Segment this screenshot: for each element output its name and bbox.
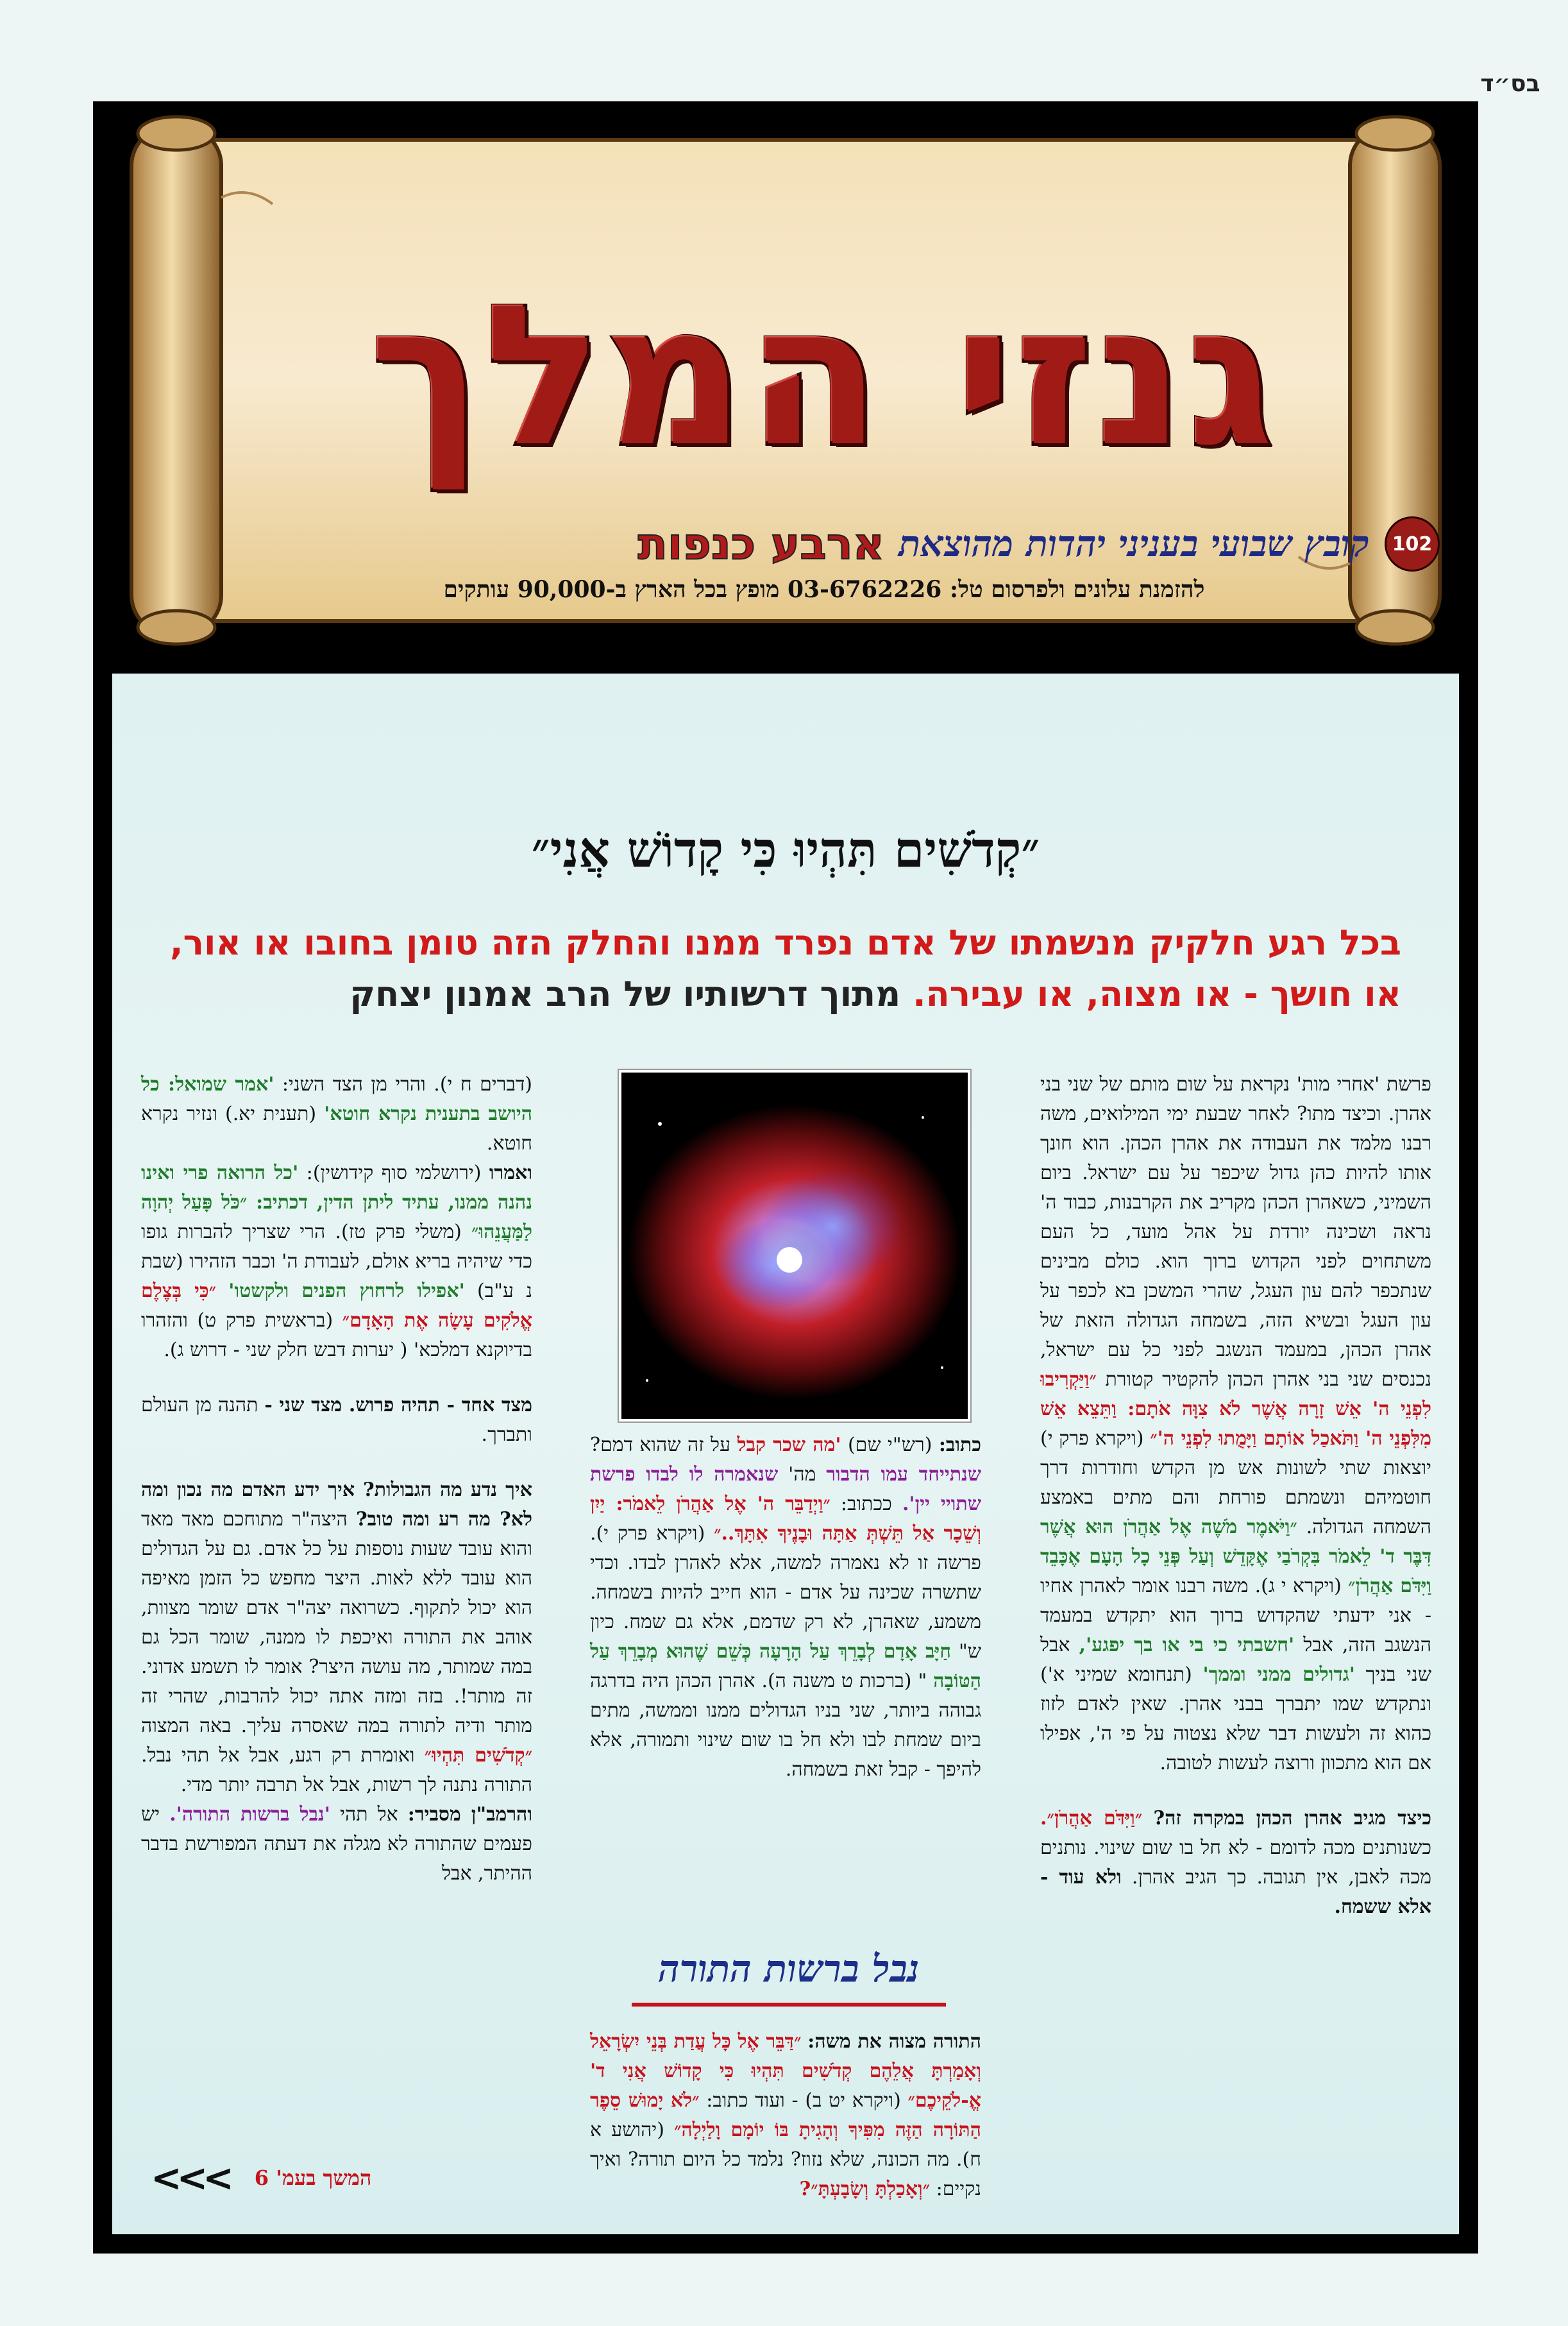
text: (יהושע א ח). מה הכונה, שלא נזוז? נלמד כל היום תורה? ואיך נקיים: bbox=[590, 2119, 981, 2200]
paragraph bbox=[1040, 1070, 1431, 1778]
paragraph bbox=[1040, 1804, 1431, 1922]
quote: 'אפילו לרחוץ הפנים ולקשטו' bbox=[228, 1280, 465, 1302]
quote: שנתייחד עמו הדבור bbox=[826, 1463, 981, 1486]
column-middle bbox=[590, 1430, 981, 1810]
quote: 'אמר שמואל: כל היושב בתענית נקרא חוטא' bbox=[141, 1073, 532, 1125]
text: (ירושלמי סוף קידושין): bbox=[306, 1162, 482, 1184]
quote: ״וְאָכַלְתָּ וְשָׂבָעְתָּ״? bbox=[799, 2178, 931, 2200]
nebula-image bbox=[619, 1070, 970, 1422]
nebula-icon bbox=[621, 1073, 968, 1419]
quote: 'גדולים ממני וממך' bbox=[1202, 1663, 1355, 1686]
contact-line: להזמנת עלונים ולפרסום טל: 03-6762226 מופץ בכל הארץ ב-90,000 עותקים bbox=[443, 576, 1205, 603]
text: כתוב: bbox=[938, 1434, 981, 1456]
text: פרשת 'אחרי מות' נקראת על שום מותם של שני בני אהרן. וכיצד מתו? לאחר שבעת ימי המילואים, משה רבנו מלמד את העבודה את אהרן הכהן. הוא חונך אותו להיות כהן גדול שיכפר על עם ישראל. ביום השמיני, כשאהרן הכהן מקריב את הקרבנות, כבוד ה' נראה ושכינה יורדת על אהל מועד, כל העם משתחוים לפני הקדוש ברוך הוא. כולם מבינים שנתכפר להם עון העגל, שהרי המשכן בא לכפר על עון העגל ובשיא הזה, בשמחה הגדולה הזאת של אהרן הכהן, במעמד הנשגב לפני כל עם ישראל, נכנסים שני בני אהרן הכהן להקטיר קטורת bbox=[1040, 1073, 1431, 1391]
text: (תענית יא.) ונזיר נקרא חוטא. bbox=[141, 1103, 532, 1155]
article-title: ״קְדֹשִׁים תִּהְיוּ כִּי קָדוֹשׁ אֲנִי״ bbox=[531, 821, 1040, 878]
paragraph bbox=[141, 1391, 532, 1450]
tagline-row bbox=[388, 515, 1440, 573]
text: תהנה מן העולם ותברך. bbox=[141, 1394, 532, 1446]
quote: ״וַיַּקְרִיבוּ לִפְנֵי ה' אֵשׁ זָרָה אֲשֶׁר לֹא צִוָּה אֹתָם: וַתֵּצֵא אֵשׁ מִלִּפְנֵי ה' וַתֹּאכַל אוֹתָם וַיָּמֻתוּ לִפְנֵי ה'״ bbox=[1040, 1368, 1432, 1450]
text: (ויקרא פרק י). פרשה זו לא נאמרה למשה, אלא לאהרן לבדו. וכדי שתשרה שכינה על אדם - הוא חייב להיות בשמחה. משמע, שאהרן, לא רק שדמם, אלא גם שמח. כיון ש" bbox=[590, 1522, 981, 1663]
paragraph bbox=[141, 1070, 532, 1365]
publisher-logo: ארבע כנפות bbox=[637, 518, 885, 570]
text: התורה מצוה את משה: bbox=[807, 2030, 981, 2053]
text: ולא עוד - אלא ששמח. bbox=[1040, 1866, 1431, 1918]
quote: ״כִּי בְּצֶלֶם אֱלֹקִים עָשָׂה אֶת הָאָדָם״ bbox=[141, 1280, 532, 1332]
quote: ״לֹא יָמוּשׁ סֵפֶר הַתּוֹרָה הַזֶּה מִפִּיךָ וְהָגִיתָ בּוֹ יוֹמָם וָלַיְלָה״ bbox=[590, 2089, 981, 2141]
text: (תנחומא שמיני א') ונתקדש שמו יתברך בבני אהרן. שאין לאדם לזוז כהוא זה ולעשות דבר שלא נצטוה על פי ה', אפילו אם הוא מתכוון ורוצה לעשות לטובה. bbox=[1040, 1663, 1431, 1774]
text: מה' bbox=[788, 1463, 816, 1486]
continued-link[interactable] bbox=[151, 2156, 420, 2200]
text: (דברים ח י). והרי מן הצד השני: bbox=[282, 1073, 532, 1096]
tagline: קובץ שבועי בעניני יהדות מהוצאת bbox=[898, 523, 1369, 565]
text: (ויקרא פרק י) יוצאות שתי לשונות אש מן הקדש וחודרות דרך חוטמיהם ונשמתם פורחת והם מתים באמצע השמחה הגדולה. bbox=[1040, 1427, 1431, 1538]
column-left bbox=[141, 1070, 532, 1914]
quote: 'מה שכר קבל bbox=[737, 1434, 841, 1456]
continued-text: המשך בעמ' 6 bbox=[254, 2166, 372, 2190]
text: (ויקרא י ג). משה רבנו אומר לאהרן אחיו - אני ידעתי שהקדוש ברוך הוא יתקדש במעמד הנשגב הזה, אבל bbox=[1040, 1575, 1431, 1656]
text: יש פעמים שהתורה לא מגלה את דעתה המפורשת בדבר ההיתר, אבל bbox=[141, 1803, 532, 1885]
text: היצה"ר מתוחכם מאד מאד והוא עובד שעות נוספות על כל אדם. גם על הגדולים הוא עובד ללא לאות. היצר מחפש כל הזמן מאיפה הוא יכול לתקוף. כשרואה יצה"ר אדם שומר מצוות, אוהב את התורה ואיכפת לו ממנה, שומר הכל גם במה שמותר, מה עושה היצר? אומר לו תשמע אדוני. זה מותר!. בזה ומזה אתה יכול להרבות, שהרי זה מותר ודיה לתורה במה שאסרה עליך. באה המצוה bbox=[141, 1508, 532, 1737]
page-frame bbox=[93, 101, 1478, 2254]
text: (ויקרא יט ב) - ועוד כתוב: bbox=[706, 2089, 901, 2112]
text: ככתוב: bbox=[840, 1493, 892, 1515]
arrows-icon: <<< bbox=[151, 2156, 229, 2200]
subsection-title: נבל ברשות התורה bbox=[658, 1947, 920, 1991]
quote: ״וַיִּדֹּם אַהֲרֹן״. bbox=[1040, 1807, 1143, 1829]
lead-author: מתוך דרשותיו של הרב אמנון יצחק bbox=[350, 974, 901, 1014]
text: (משלי פרק טז). הרי שצריך להברות גופו כדי שיהיה בריא אולם, לעבודת ה' וכבר הזהירו (שבת נ ע"ב) bbox=[141, 1221, 532, 1302]
text: כשנותנים מכה לדומם - לא חל בו שום שינוי. נותנים מכה לאבן, אין תגובה. כך הגיב אהרן. bbox=[1040, 1837, 1431, 1889]
text: ואומרת רק רגע, אבל אל תהי נבל. התורה נתנה לך רשות, אבל אל תרבה יותר מדי. bbox=[141, 1744, 532, 1796]
column-right bbox=[1040, 1070, 1431, 1948]
text: איך נדע מה הגבולות? איך ידע האדם מה נכון ומה לא? מה רע ומה טוב? bbox=[141, 1479, 532, 1531]
paragraph bbox=[590, 1430, 981, 1785]
quote: ״דַּבֵּר אֶל כָּל עֲדַת בְּנֵי יִשְׂרָאֵל וְאָמַרְתָּ אֲלֵהֶם קְדֹשִׁים תִּהְיוּ כִּי קָדוֹשׁ אֲנִי ד' אֱ-לֹקֵיכֶם״ bbox=[590, 2030, 981, 2112]
bsd-mark: בס״ד bbox=[1480, 71, 1540, 97]
text: אל תהי bbox=[340, 1803, 398, 1826]
paragraph bbox=[590, 2027, 981, 2204]
quote: 'חשבתי כי בי או בך יפגע', bbox=[1079, 1634, 1295, 1656]
header-scroll bbox=[119, 114, 1453, 647]
text: ואמרו bbox=[489, 1162, 532, 1184]
text: מצד אחד - תהיה פרוש. מצד שני - bbox=[264, 1394, 532, 1416]
column-middle-lower bbox=[590, 2027, 981, 2230]
quote: ״וַיֹּאמֶר מֹשֶׁה אֶל אַהֲרֹן הוּא אֲשֶׁר דִּבֶּר ד' לֵאמֹר בִּקְרֹבַי אֶקָּדֵשׁ וְעַל פְּנֵי כָל הָעָם אֶכָּבֵד וַיִּדֹּם אַהֲרֹן״ bbox=[1040, 1516, 1431, 1597]
lead-text: בכל רגע חלקיק מנשמתו של אדם נפרד ממנו והחלק הזה טומן בחובו או אור, או חושך - או מצוה, או עבירה. bbox=[170, 922, 1401, 1014]
issue-badge: 102 bbox=[1385, 516, 1440, 572]
article-panel bbox=[112, 674, 1459, 2234]
quote: 'כל הרואה פרי ואינו נהנה ממנו, עתיד ליתן הדין, דכתיב: ״כֹּל פָּעַל יְהוָה לַמַּעֲנֵהוּ״ bbox=[141, 1162, 532, 1243]
text: על זה שהוא דמם? bbox=[590, 1434, 731, 1456]
text: (רש"י שם) bbox=[847, 1434, 932, 1456]
quote: ״קְדֹשִׁים תִּהְיוּ״ bbox=[424, 1744, 532, 1767]
quote: ״וַיְדַבֵּר ה' אֶל אַהֲרֹן לֵאמֹר: יַיִן וְשֵׁכָר אַל תֵּשְׁתְּ אַתָּה וּבָנֶיךָ אִתָּךְ..״ bbox=[590, 1493, 981, 1545]
quote: חַיָּב אָדָם לְבָרֵךְ עַל הָרָעָה כְּשֵׁם שֶׁהוּא מְבָרֵךְ עַל הַטּוֹבָה bbox=[590, 1640, 981, 1692]
text: אבל שני בניך bbox=[1040, 1634, 1431, 1686]
text: (בראשית פרק ט) והזהרו בדיוקנא דמלכא' ( יערות דבש חלק שני - דרוש ג). bbox=[141, 1309, 532, 1361]
masthead-title: גנזי המלך bbox=[370, 265, 1278, 489]
paragraph bbox=[141, 1475, 532, 1889]
text: " (ברכות ט משנה ה). אהרן הכהן היה בדרגה גבוהה ביותר, שני בניו הגדולים ממנו וממשה, מתים ביום שמחת לבו ולא חל בו שום שינוי ותמורה, אלא להיפך - קבל זאת בשמחה. bbox=[590, 1670, 981, 1781]
text: והרמב"ן מסביר: bbox=[407, 1803, 532, 1826]
quote: 'נבל ברשות התורה'. bbox=[169, 1803, 330, 1826]
article-lead bbox=[170, 917, 1401, 1020]
quote: שנאמרה לו לבדו פרשת שתויי יין'. bbox=[590, 1463, 981, 1515]
subsection-rule bbox=[632, 2003, 946, 2007]
text: כיצד מגיב אהרן הכהן במקרה זה? bbox=[1153, 1807, 1431, 1829]
